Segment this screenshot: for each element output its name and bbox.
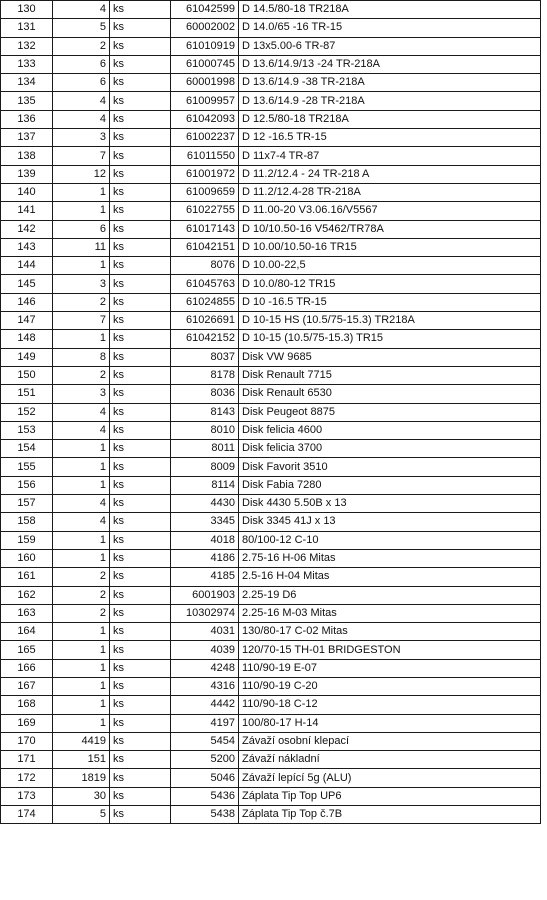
row-number-cell: 172 bbox=[1, 769, 53, 787]
table-row bbox=[1, 129, 541, 147]
quantity-cell: 2 bbox=[53, 604, 110, 622]
unit-cell: ks bbox=[110, 238, 171, 256]
quantity-cell: 1 bbox=[53, 458, 110, 476]
unit-cell: ks bbox=[110, 421, 171, 439]
row-number-cell: 164 bbox=[1, 623, 53, 641]
description-cell: D 12.5/80-18 TR218A bbox=[239, 110, 541, 128]
row-number-cell: 159 bbox=[1, 531, 53, 549]
table-row bbox=[1, 385, 541, 403]
unit-cell: ks bbox=[110, 129, 171, 147]
quantity-cell: 1 bbox=[53, 714, 110, 732]
unit-cell: ks bbox=[110, 147, 171, 165]
table-row bbox=[1, 238, 541, 256]
item-code-cell: 8178 bbox=[171, 366, 239, 384]
item-code-cell: 4197 bbox=[171, 714, 239, 732]
item-code-cell: 3345 bbox=[171, 513, 239, 531]
unit-cell: ks bbox=[110, 74, 171, 92]
item-code-cell: 61024855 bbox=[171, 293, 239, 311]
quantity-cell: 1 bbox=[53, 696, 110, 714]
quantity-cell: 6 bbox=[53, 55, 110, 73]
item-code-cell: 8036 bbox=[171, 385, 239, 403]
table-row bbox=[1, 403, 541, 421]
description-cell: D 10-15 HS (10.5/75-15.3) TR218A bbox=[239, 312, 541, 330]
row-number-cell: 162 bbox=[1, 586, 53, 604]
row-number-cell: 134 bbox=[1, 74, 53, 92]
description-cell: Disk Renault 7715 bbox=[239, 366, 541, 384]
table-row bbox=[1, 751, 541, 769]
unit-cell: ks bbox=[110, 202, 171, 220]
unit-cell: ks bbox=[110, 604, 171, 622]
table-row bbox=[1, 19, 541, 37]
table-row bbox=[1, 806, 541, 824]
item-code-cell: 61042599 bbox=[171, 1, 239, 19]
quantity-cell: 7 bbox=[53, 312, 110, 330]
quantity-cell: 3 bbox=[53, 275, 110, 293]
unit-cell: ks bbox=[110, 385, 171, 403]
row-number-cell: 137 bbox=[1, 129, 53, 147]
quantity-cell: 1 bbox=[53, 330, 110, 348]
row-number-cell: 170 bbox=[1, 732, 53, 750]
quantity-cell: 4 bbox=[53, 1, 110, 19]
table-row bbox=[1, 275, 541, 293]
row-number-cell: 151 bbox=[1, 385, 53, 403]
unit-cell: ks bbox=[110, 403, 171, 421]
item-code-cell: 61009957 bbox=[171, 92, 239, 110]
row-number-cell: 149 bbox=[1, 348, 53, 366]
item-code-cell: 4248 bbox=[171, 659, 239, 677]
table-row bbox=[1, 366, 541, 384]
description-cell: 110/90-19 E-07 bbox=[239, 659, 541, 677]
item-code-cell: 8076 bbox=[171, 257, 239, 275]
table-row bbox=[1, 92, 541, 110]
unit-cell: ks bbox=[110, 806, 171, 824]
row-number-cell: 163 bbox=[1, 604, 53, 622]
table-row bbox=[1, 659, 541, 677]
table-row bbox=[1, 220, 541, 238]
description-cell: 130/80-17 C-02 Mitas bbox=[239, 623, 541, 641]
description-cell: D 11.00-20 V3.06.16/V5567 bbox=[239, 202, 541, 220]
quantity-cell: 3 bbox=[53, 129, 110, 147]
quantity-cell: 4 bbox=[53, 495, 110, 513]
item-code-cell: 61045763 bbox=[171, 275, 239, 293]
row-number-cell: 130 bbox=[1, 1, 53, 19]
table-row bbox=[1, 1, 541, 19]
row-number-cell: 161 bbox=[1, 568, 53, 586]
description-cell: D 14.5/80-18 TR218A bbox=[239, 1, 541, 19]
unit-cell: ks bbox=[110, 568, 171, 586]
table-row bbox=[1, 623, 541, 641]
item-code-cell: 4039 bbox=[171, 641, 239, 659]
table-row bbox=[1, 55, 541, 73]
table-row bbox=[1, 714, 541, 732]
item-code-cell: 8037 bbox=[171, 348, 239, 366]
description-cell: Disk 4430 5.50B x 13 bbox=[239, 495, 541, 513]
description-cell: D 13x5.00-6 TR-87 bbox=[239, 37, 541, 55]
quantity-cell: 4419 bbox=[53, 732, 110, 750]
item-code-cell: 8009 bbox=[171, 458, 239, 476]
description-cell: 100/80-17 H-14 bbox=[239, 714, 541, 732]
quantity-cell: 1 bbox=[53, 549, 110, 567]
quantity-cell: 1 bbox=[53, 257, 110, 275]
unit-cell: ks bbox=[110, 659, 171, 677]
table-row bbox=[1, 37, 541, 55]
unit-cell: ks bbox=[110, 1, 171, 19]
description-cell: Disk Fabia 7280 bbox=[239, 476, 541, 494]
description-cell: D 11.2/12.4 - 24 TR-218 A bbox=[239, 165, 541, 183]
quantity-cell: 5 bbox=[53, 806, 110, 824]
quantity-cell: 2 bbox=[53, 293, 110, 311]
unit-cell: ks bbox=[110, 586, 171, 604]
table-row bbox=[1, 74, 541, 92]
description-cell: Disk VW 9685 bbox=[239, 348, 541, 366]
unit-cell: ks bbox=[110, 732, 171, 750]
row-number-cell: 142 bbox=[1, 220, 53, 238]
row-number-cell: 160 bbox=[1, 549, 53, 567]
table-row bbox=[1, 147, 541, 165]
row-number-cell: 141 bbox=[1, 202, 53, 220]
quantity-cell: 12 bbox=[53, 165, 110, 183]
row-number-cell: 168 bbox=[1, 696, 53, 714]
description-cell: 2.25-19 D6 bbox=[239, 586, 541, 604]
item-code-cell: 60002002 bbox=[171, 19, 239, 37]
description-cell: D 11x7-4 TR-87 bbox=[239, 147, 541, 165]
description-cell: 120/70-15 TH-01 BRIDGESTON bbox=[239, 641, 541, 659]
unit-cell: ks bbox=[110, 476, 171, 494]
item-code-cell: 4185 bbox=[171, 568, 239, 586]
description-cell: D 12 -16.5 TR-15 bbox=[239, 129, 541, 147]
unit-cell: ks bbox=[110, 19, 171, 37]
unit-cell: ks bbox=[110, 220, 171, 238]
unit-cell: ks bbox=[110, 275, 171, 293]
unit-cell: ks bbox=[110, 549, 171, 567]
item-code-cell: 5436 bbox=[171, 787, 239, 805]
description-cell: D 13.6/14.9 -38 TR-218A bbox=[239, 74, 541, 92]
row-number-cell: 139 bbox=[1, 165, 53, 183]
quantity-cell: 1 bbox=[53, 183, 110, 201]
description-cell: Disk felicia 4600 bbox=[239, 421, 541, 439]
description-cell: Závaží nákladní bbox=[239, 751, 541, 769]
item-code-cell: 4316 bbox=[171, 677, 239, 695]
table-row bbox=[1, 732, 541, 750]
description-cell: 2.75-16 H-06 Mitas bbox=[239, 549, 541, 567]
inventory-table-body bbox=[1, 1, 541, 824]
quantity-cell: 1 bbox=[53, 659, 110, 677]
unit-cell: ks bbox=[110, 183, 171, 201]
item-code-cell: 61000745 bbox=[171, 55, 239, 73]
table-row bbox=[1, 769, 541, 787]
quantity-cell: 151 bbox=[53, 751, 110, 769]
quantity-cell: 1 bbox=[53, 623, 110, 641]
description-cell: Disk Renault 6530 bbox=[239, 385, 541, 403]
description-cell: Záplata Tip Top UP6 bbox=[239, 787, 541, 805]
description-cell: D 10.0/80-12 TR15 bbox=[239, 275, 541, 293]
unit-cell: ks bbox=[110, 787, 171, 805]
row-number-cell: 173 bbox=[1, 787, 53, 805]
description-cell: 110/90-19 C-20 bbox=[239, 677, 541, 695]
item-code-cell: 61042152 bbox=[171, 330, 239, 348]
table-row bbox=[1, 677, 541, 695]
row-number-cell: 157 bbox=[1, 495, 53, 513]
unit-cell: ks bbox=[110, 366, 171, 384]
item-code-cell: 61001972 bbox=[171, 165, 239, 183]
unit-cell: ks bbox=[110, 440, 171, 458]
item-code-cell: 61011550 bbox=[171, 147, 239, 165]
unit-cell: ks bbox=[110, 495, 171, 513]
row-number-cell: 136 bbox=[1, 110, 53, 128]
item-code-cell: 10302974 bbox=[171, 604, 239, 622]
quantity-cell: 1 bbox=[53, 641, 110, 659]
unit-cell: ks bbox=[110, 330, 171, 348]
row-number-cell: 145 bbox=[1, 275, 53, 293]
quantity-cell: 11 bbox=[53, 238, 110, 256]
row-number-cell: 156 bbox=[1, 476, 53, 494]
item-code-cell: 8011 bbox=[171, 440, 239, 458]
row-number-cell: 171 bbox=[1, 751, 53, 769]
description-cell: D 11.2/12.4-28 TR-218A bbox=[239, 183, 541, 201]
unit-cell: ks bbox=[110, 751, 171, 769]
description-cell: 2.25-16 M-03 Mitas bbox=[239, 604, 541, 622]
item-code-cell: 61010919 bbox=[171, 37, 239, 55]
item-code-cell: 8114 bbox=[171, 476, 239, 494]
quantity-cell: 2 bbox=[53, 366, 110, 384]
row-number-cell: 132 bbox=[1, 37, 53, 55]
quantity-cell: 1 bbox=[53, 677, 110, 695]
unit-cell: ks bbox=[110, 513, 171, 531]
table-row bbox=[1, 513, 541, 531]
description-cell: D 13.6/14.9 -28 TR-218A bbox=[239, 92, 541, 110]
table-row bbox=[1, 641, 541, 659]
row-number-cell: 131 bbox=[1, 19, 53, 37]
item-code-cell: 61009659 bbox=[171, 183, 239, 201]
quantity-cell: 4 bbox=[53, 513, 110, 531]
description-cell: 2.5-16 H-04 Mitas bbox=[239, 568, 541, 586]
table-row bbox=[1, 348, 541, 366]
row-number-cell: 152 bbox=[1, 403, 53, 421]
row-number-cell: 148 bbox=[1, 330, 53, 348]
description-cell: Disk felicia 3700 bbox=[239, 440, 541, 458]
unit-cell: ks bbox=[110, 55, 171, 73]
row-number-cell: 144 bbox=[1, 257, 53, 275]
description-cell: D 10/10.50-16 V5462/TR78A bbox=[239, 220, 541, 238]
quantity-cell: 3 bbox=[53, 385, 110, 403]
table-row bbox=[1, 440, 541, 458]
quantity-cell: 1 bbox=[53, 476, 110, 494]
unit-cell: ks bbox=[110, 165, 171, 183]
quantity-cell: 5 bbox=[53, 19, 110, 37]
unit-cell: ks bbox=[110, 458, 171, 476]
quantity-cell: 4 bbox=[53, 110, 110, 128]
table-row bbox=[1, 549, 541, 567]
unit-cell: ks bbox=[110, 312, 171, 330]
item-code-cell: 4031 bbox=[171, 623, 239, 641]
table-row bbox=[1, 421, 541, 439]
row-number-cell: 174 bbox=[1, 806, 53, 824]
quantity-cell: 6 bbox=[53, 74, 110, 92]
row-number-cell: 135 bbox=[1, 92, 53, 110]
item-code-cell: 8143 bbox=[171, 403, 239, 421]
item-code-cell: 5046 bbox=[171, 769, 239, 787]
unit-cell: ks bbox=[110, 348, 171, 366]
table-row bbox=[1, 568, 541, 586]
table-row bbox=[1, 257, 541, 275]
description-cell: D 10-15 (10.5/75-15.3) TR15 bbox=[239, 330, 541, 348]
quantity-cell: 1 bbox=[53, 531, 110, 549]
unit-cell: ks bbox=[110, 714, 171, 732]
unit-cell: ks bbox=[110, 769, 171, 787]
table-row bbox=[1, 604, 541, 622]
description-cell: Disk Peugeot 8875 bbox=[239, 403, 541, 421]
quantity-cell: 30 bbox=[53, 787, 110, 805]
table-row bbox=[1, 330, 541, 348]
description-cell: Záplata Tip Top č.7B bbox=[239, 806, 541, 824]
table-row bbox=[1, 183, 541, 201]
description-cell: 80/100-12 C-10 bbox=[239, 531, 541, 549]
table-row bbox=[1, 495, 541, 513]
description-cell: D 10 -16.5 TR-15 bbox=[239, 293, 541, 311]
item-code-cell: 5200 bbox=[171, 751, 239, 769]
table-row bbox=[1, 787, 541, 805]
row-number-cell: 133 bbox=[1, 55, 53, 73]
row-number-cell: 155 bbox=[1, 458, 53, 476]
description-cell: Disk 3345 41J x 13 bbox=[239, 513, 541, 531]
unit-cell: ks bbox=[110, 696, 171, 714]
item-code-cell: 60001998 bbox=[171, 74, 239, 92]
row-number-cell: 166 bbox=[1, 659, 53, 677]
table-row bbox=[1, 586, 541, 604]
item-code-cell: 61042151 bbox=[171, 238, 239, 256]
table-row bbox=[1, 293, 541, 311]
table-row bbox=[1, 202, 541, 220]
quantity-cell: 8 bbox=[53, 348, 110, 366]
description-cell: Závaží osobní klepací bbox=[239, 732, 541, 750]
unit-cell: ks bbox=[110, 37, 171, 55]
item-code-cell: 61026691 bbox=[171, 312, 239, 330]
table-row bbox=[1, 458, 541, 476]
quantity-cell: 2 bbox=[53, 568, 110, 586]
table-row bbox=[1, 696, 541, 714]
item-code-cell: 4186 bbox=[171, 549, 239, 567]
row-number-cell: 158 bbox=[1, 513, 53, 531]
item-code-cell: 61022755 bbox=[171, 202, 239, 220]
description-cell: D 13.6/14.9/13 -24 TR-218A bbox=[239, 55, 541, 73]
row-number-cell: 169 bbox=[1, 714, 53, 732]
quantity-cell: 6 bbox=[53, 220, 110, 238]
quantity-cell: 2 bbox=[53, 586, 110, 604]
row-number-cell: 146 bbox=[1, 293, 53, 311]
row-number-cell: 143 bbox=[1, 238, 53, 256]
description-cell: Disk Favorit 3510 bbox=[239, 458, 541, 476]
row-number-cell: 165 bbox=[1, 641, 53, 659]
unit-cell: ks bbox=[110, 110, 171, 128]
quantity-cell: 4 bbox=[53, 92, 110, 110]
row-number-cell: 167 bbox=[1, 677, 53, 695]
item-code-cell: 4018 bbox=[171, 531, 239, 549]
row-number-cell: 140 bbox=[1, 183, 53, 201]
item-code-cell: 4442 bbox=[171, 696, 239, 714]
unit-cell: ks bbox=[110, 257, 171, 275]
description-cell: D 14.0/65 -16 TR-15 bbox=[239, 19, 541, 37]
item-code-cell: 5438 bbox=[171, 806, 239, 824]
quantity-cell: 4 bbox=[53, 403, 110, 421]
row-number-cell: 154 bbox=[1, 440, 53, 458]
unit-cell: ks bbox=[110, 92, 171, 110]
description-cell: D 10.00-22,5 bbox=[239, 257, 541, 275]
unit-cell: ks bbox=[110, 623, 171, 641]
quantity-cell: 1 bbox=[53, 440, 110, 458]
item-code-cell: 61002237 bbox=[171, 129, 239, 147]
description-cell: 110/90-18 C-12 bbox=[239, 696, 541, 714]
row-number-cell: 153 bbox=[1, 421, 53, 439]
unit-cell: ks bbox=[110, 293, 171, 311]
item-code-cell: 4430 bbox=[171, 495, 239, 513]
item-code-cell: 61042093 bbox=[171, 110, 239, 128]
quantity-cell: 1 bbox=[53, 202, 110, 220]
quantity-cell: 7 bbox=[53, 147, 110, 165]
table-row bbox=[1, 110, 541, 128]
unit-cell: ks bbox=[110, 641, 171, 659]
row-number-cell: 138 bbox=[1, 147, 53, 165]
item-code-cell: 5454 bbox=[171, 732, 239, 750]
description-cell: Závaží lepící 5g (ALU) bbox=[239, 769, 541, 787]
description-cell: D 10.00/10.50-16 TR15 bbox=[239, 238, 541, 256]
unit-cell: ks bbox=[110, 677, 171, 695]
table-row bbox=[1, 312, 541, 330]
quantity-cell: 2 bbox=[53, 37, 110, 55]
unit-cell: ks bbox=[110, 531, 171, 549]
quantity-cell: 1819 bbox=[53, 769, 110, 787]
row-number-cell: 147 bbox=[1, 312, 53, 330]
quantity-cell: 4 bbox=[53, 421, 110, 439]
item-code-cell: 8010 bbox=[171, 421, 239, 439]
row-number-cell: 150 bbox=[1, 366, 53, 384]
item-code-cell: 61017143 bbox=[171, 220, 239, 238]
table-row bbox=[1, 476, 541, 494]
table-row bbox=[1, 165, 541, 183]
table-row bbox=[1, 531, 541, 549]
item-code-cell: 6001903 bbox=[171, 586, 239, 604]
